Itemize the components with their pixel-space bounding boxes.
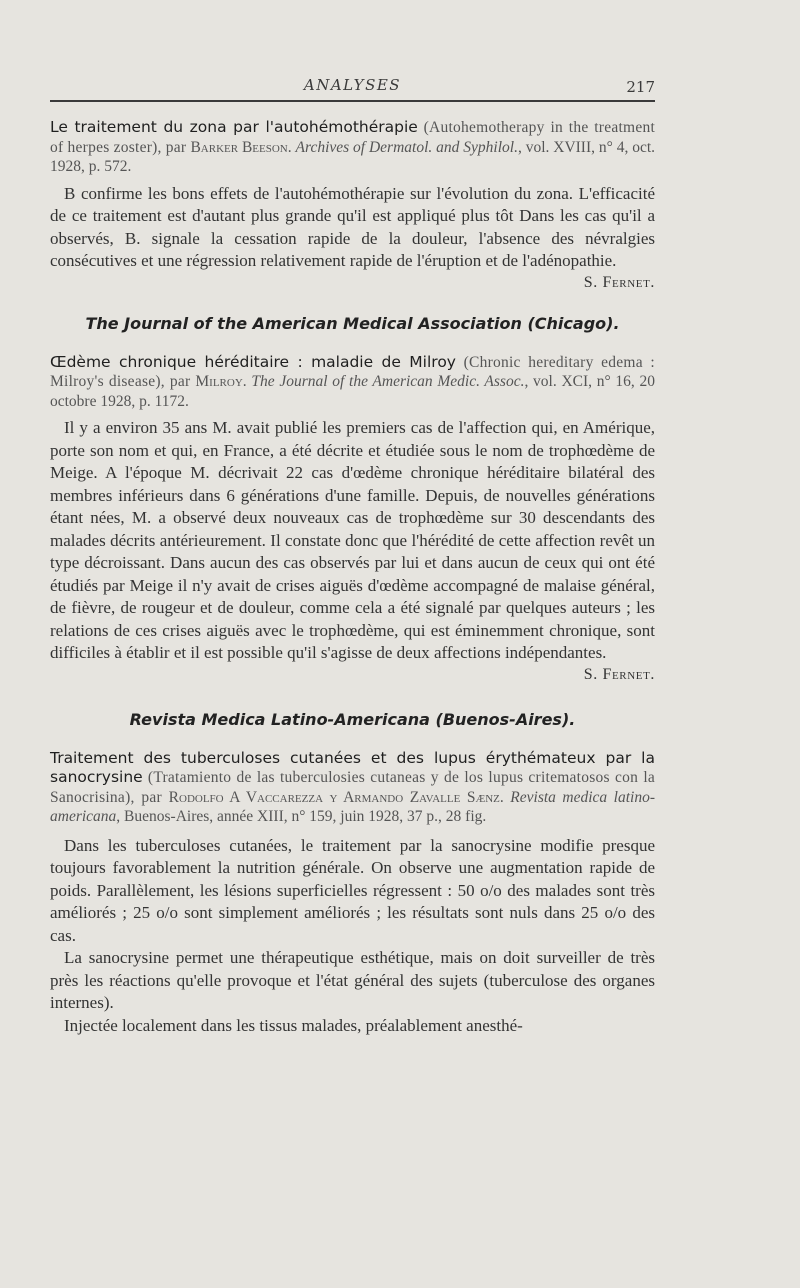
citation-journal: Archives of Dermatol. and Syphilol. (295, 138, 518, 156)
article-heading (50, 118, 655, 177)
citation-journal: The Journal of the American Medic. Assoc. (251, 373, 525, 390)
article-milroy (50, 353, 655, 684)
article-heading (50, 749, 655, 827)
citation-text: (Chronic hereditary edema : Milroy's disease), par (50, 353, 655, 390)
citation-details: , vol. XVIII, n° 4, oct. 1928, p. 572. (50, 138, 656, 175)
citation-author: Rodolfo A Vaccarezza y Armando Zavalle Sænz (168, 788, 500, 806)
citation-journal: Revista medica latino-americana (50, 788, 655, 825)
article-title: Le traitement du zona par l'autohémothérapie (50, 118, 418, 136)
article-title: Traitement des tuberculoses cutanées et des lupus érythémateux par la sanocrysine (50, 748, 655, 786)
citation-text: (Tratamiento de las tuberculosies cutaneas y de los lupus critematosos con la Sanocrisina), par (50, 769, 655, 806)
citation-author: Barker Beeson (190, 138, 288, 156)
article-heading (50, 353, 655, 412)
article-sanocrysine (50, 749, 655, 1038)
journal-heading-revista: Revista Medica Latino-Americana (Buenos-Aires). (129, 709, 576, 729)
article-paragraph: Dans les tuberculoses cutanées, le traitement par la sanocrysine modifie presque toujours favorablement la nutrition générale. On observe une augmentation rapide de poids. Parallèlement, les lésions superficielles régressent : 50 o/o des malades sont très améliorés ; 25 o/o sont simplement améliorés ; les résultats sont nuls dans 25 o/o des cas. (50, 835, 655, 945)
signature: S. Fernet. (583, 273, 655, 291)
citation-separator: . (499, 788, 511, 806)
citation-separator: . (242, 373, 252, 390)
article-zona (50, 118, 655, 292)
document-page (50, 70, 655, 1037)
journal-heading-jama: The Journal of the American Medical Association (Chicago). (85, 313, 620, 333)
article-paragraph: Il y a environ 35 ans M. avait publié les premiers cas de l'affection qui, en Amérique, porte son nom et qui, en France, a été décrite et étudiée sous le nom de trophœdème de Meige. A l'époque M. décrivait 22 cas d'œdème chronique héréditaire bilatéral des membres inférieurs dans 6 générations d'une famille. Depuis, de nouvelles générations étant nées, M. a observé deux nouveaux cas de trophœdème sur 30 descendants des malades décrits antérieurement. Il constate donc que l'hérédité de cette affection revêt un type décroissant. Dans aucun des cas observés par lui et dans aucun de ceux qui ont été étudiés par Meige il n'y avait de crises aiguës d'œdème accompagné de malaise général, de fièvre, de rougeur et de douleur, comme cela a été signalé par quelques auteurs ; les relations de ces crises aiguës avec le trophœdème, qui est éminemment chronique, sont difficiles à établir et il est possible qu'il s'agisse de deux affections indépendantes. (50, 418, 655, 662)
article-paragraph: La sanocrysine permet une thérapeutique esthétique, mais on doit surveiller de très près les réactions qu'elle provoque et l'état général des sujets (tuberculose des organes internes). (50, 948, 655, 1012)
citation-details: , vol. XCI, n° 16, 20 octobre 1928, p. 1172. (50, 373, 656, 410)
page-number: 217 (626, 78, 655, 96)
citation-author: Milroy (195, 373, 243, 390)
article-paragraph: Injectée localement dans les tissus malades, préalablement anesthé- (64, 1015, 523, 1035)
running-title: ANALYSES (303, 76, 402, 94)
citation-details: , Buenos-Aires, année XIII, n° 159, juin 1928, 37 p., 28 fig. (116, 808, 487, 825)
article-paragraph: B confirme les bons effets de l'autohémothérapie sur l'évolution du zona. L'efficacité de ce traitement est d'autant plus grande qu'il est appliqué plus tôt Dans les cas qu'il a observés, B. signale la cessation rapide de la douleur, l'absence des névralgies consécutives et une régression relativement rapide de l'éruption et de l'adénopathie. (50, 183, 655, 270)
article-title: Œdème chronique héréditaire : maladie de Milroy (50, 352, 456, 371)
citation-text: (Autohemotherapy in the treatment of herpes zoster), par (50, 119, 655, 156)
citation-separator: . (287, 138, 296, 156)
signature: S. Fernet. (583, 665, 655, 683)
running-head (50, 70, 655, 102)
